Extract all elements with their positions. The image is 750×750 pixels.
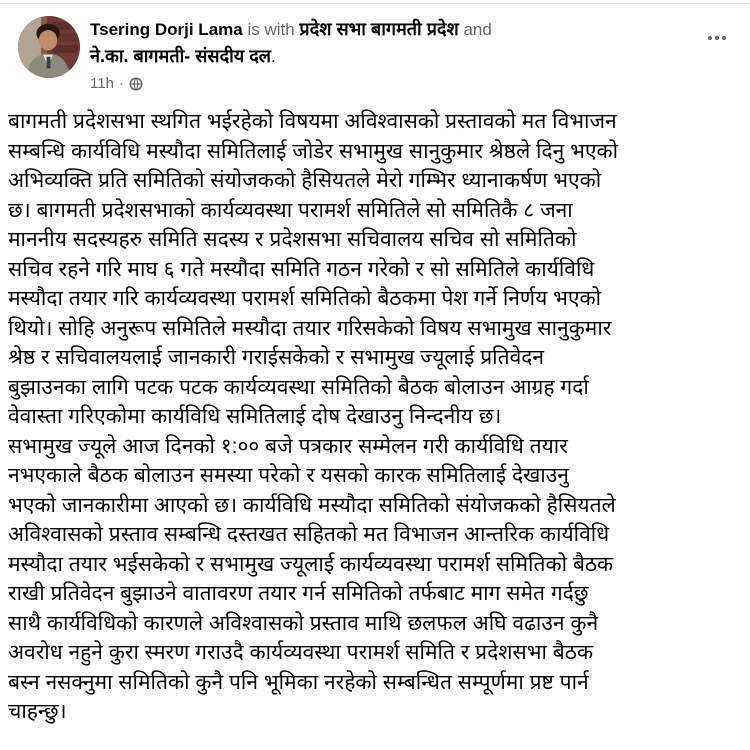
post-text-line: माननीय सदस्यहरु समिति सदस्य र प्रदेशसभा सचिवालय सचिव सो समितिको	[8, 228, 577, 251]
post-text-line: अभिव्यक्ति प्रति समितिको संयोजकको हैसियतले मेरो गम्भिर ध्यानाकर्षण भएको	[8, 169, 602, 192]
post-text-line: बागमती प्रदेशसभा स्थगित भईरहेको विषयमा अविश्वासको प्रस्तावको मत विभाजन	[8, 110, 617, 133]
post-text-line: साथै कार्यविधिको कारणले अविश्वासको प्रस्ताव माथि छलफल अघि वढाउन कुनै	[8, 611, 599, 635]
post-text-line: छ। बागमती प्रदेशसभाको कार्यव्यवस्था परामर्श समितिले सो समितिकै ८ जना	[8, 198, 573, 222]
post-meta	[90, 75, 698, 93]
post-text-line: सम्बन्धि कार्यविधि मस्यौदा समितिलाई जोडेर सभामुख सानुकुमार श्रेष्ठले दिनु भएको	[8, 139, 619, 163]
post-text-line: श्रेष्ठ र सचिवालयलाई जानकारी गराईसकेको र सभामुख ज्यूलाई प्रतिवेदन	[8, 346, 545, 369]
post-text-line: थियो। सोहि अनुरूप समितिले मस्यौदा तयार गरिसकेको विषय सभामुख सानुकुमार	[8, 316, 612, 340]
globe-public-icon	[129, 77, 143, 91]
tagged-page-link-2[interactable]: ने.का. बागमती- संसदीय दल	[90, 46, 271, 66]
post-title-line-2	[90, 43, 698, 70]
post-text-line: मस्यौदा तयार भईसकेको र सभामुख ज्यूलाई कार्यव्यवस्था परामर्श समितिको बैठक	[8, 552, 614, 576]
post-text-line: चाहन्छु।	[8, 700, 67, 723]
post-text-line: अवरोध नहुने कुरा स्मरण गराउदै कार्यव्यवस्था परामर्श समिति र प्रदेशसभा बैठक	[8, 641, 594, 664]
author-name-link[interactable]: Tsering Dorji Lama	[90, 20, 243, 39]
post-text-line: वेवास्ता गरिएकोमा कार्यविधि समितिलाई दोष देखाउनु निन्दनीय छ।	[8, 405, 502, 428]
post-text-line: नभएकाले बैठक बोलाउन समस्या परेको र यसको कारक समितिलाई देखाउनु	[8, 464, 569, 487]
title-period: .	[271, 47, 276, 66]
post-text-line: मस्यौदा तयार गरि कार्यव्यवस्था परामर्श समितिको बैठकमा पेश गर्ने निर्णय भएको	[8, 287, 602, 310]
post-title-line-1	[90, 16, 698, 43]
top-divider	[0, 3, 750, 4]
post-options-button[interactable]	[698, 16, 736, 50]
header-text	[90, 16, 698, 93]
post-header	[0, 0, 750, 93]
tagged-page-link-1[interactable]: प्रदेश सभा बागमती प्रदेश	[299, 19, 459, 39]
post-text-line: बुझाउनका लागि पटक पटक कार्यव्यवस्था समितिको बैठक बोलाउन आग्रह गर्दा	[8, 375, 589, 399]
avatar-photo	[18, 16, 80, 78]
post-text-line: भएको जानकारीमा आएको छ। कार्यविधि मस्यौदा समितिको संयोजकको हैसियतले	[8, 493, 616, 517]
avatar[interactable]	[18, 16, 80, 78]
post-text-line: सभामुख ज्यूले आज दिनको १:०० बजे पत्रकार सम्मेलन गरी कार्यविधि तयार	[8, 434, 568, 458]
post-text-line: अविश्वासको प्रस्ताव सम्बन्धि दस्तखत सहितको मत विभाजन आन्तरिक कार्यविधि	[8, 523, 610, 546]
post-text-line: बस्न नसक्नुमा समितिको कुनै पनि भूमिका नरहेको सम्बन्धित सम्पूर्णमा प्रष्ट पार्न	[8, 670, 589, 694]
post-text-line: सचिव रहने गरि माघ ६ गते मस्यौदा समिति गठन गरेको र सो समितिले कार्यविधि	[8, 257, 595, 281]
meta-separator: ·	[118, 75, 124, 92]
ellipsis-icon	[708, 36, 712, 40]
is-with-text: is with	[242, 20, 300, 39]
timestamp[interactable]: 11h	[90, 75, 114, 92]
post-text-line: राखी प्रतिवेदन बुझाउने वातावरण तयार गर्न समितिको तर्फबाट माग समेत गर्दछु	[8, 582, 589, 605]
post-body	[0, 93, 750, 727]
ellipsis-icon	[722, 36, 726, 40]
ellipsis-icon	[715, 36, 719, 40]
and-text: and	[458, 20, 492, 39]
